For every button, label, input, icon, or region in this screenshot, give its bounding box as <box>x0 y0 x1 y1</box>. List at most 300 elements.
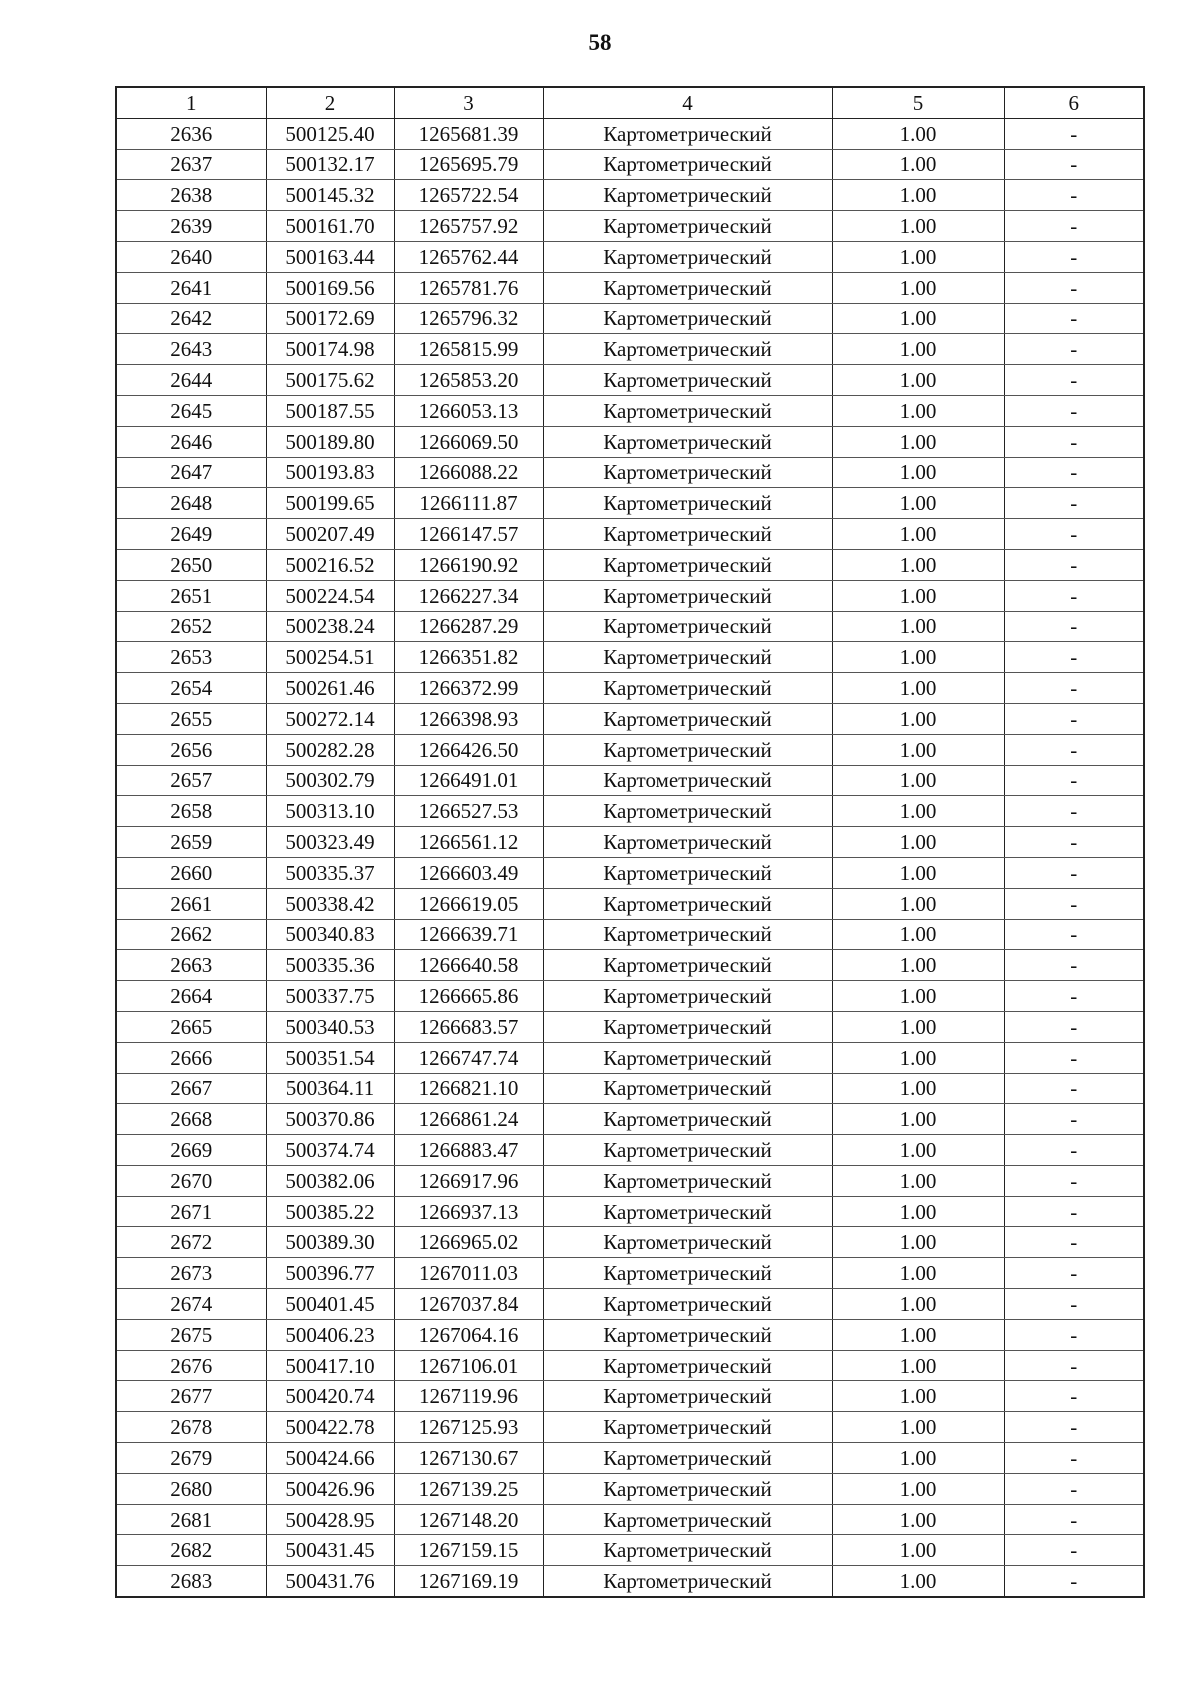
cell-accuracy: 1.00 <box>832 888 1004 919</box>
cell-note: - <box>1004 1227 1144 1258</box>
cell-x-coordinate: 500187.55 <box>266 395 394 426</box>
cell-x-coordinate: 500337.75 <box>266 981 394 1012</box>
cell-x-coordinate: 500199.65 <box>266 488 394 519</box>
cell-accuracy: 1.00 <box>832 1566 1004 1597</box>
table-row <box>116 303 1144 334</box>
cell-point-number: 2640 <box>116 241 266 272</box>
cell-note: - <box>1004 1073 1144 1104</box>
cell-x-coordinate: 500428.95 <box>266 1504 394 1535</box>
cell-x-coordinate: 500426.96 <box>266 1473 394 1504</box>
cell-note: - <box>1004 673 1144 704</box>
table-row <box>116 272 1144 303</box>
cell-note: - <box>1004 1412 1144 1443</box>
cell-method: Картометрический <box>543 426 832 457</box>
cell-y-coordinate: 1267125.93 <box>394 1412 543 1443</box>
cell-x-coordinate: 500254.51 <box>266 642 394 673</box>
table-row <box>116 457 1144 488</box>
cell-y-coordinate: 1267064.16 <box>394 1319 543 1350</box>
cell-accuracy: 1.00 <box>832 580 1004 611</box>
cell-point-number: 2671 <box>116 1196 266 1227</box>
cell-note: - <box>1004 272 1144 303</box>
cell-y-coordinate: 1267148.20 <box>394 1504 543 1535</box>
cell-method: Картометрический <box>543 457 832 488</box>
table-row <box>116 1350 1144 1381</box>
cell-accuracy: 1.00 <box>832 1350 1004 1381</box>
cell-accuracy: 1.00 <box>832 950 1004 981</box>
cell-method: Картометрический <box>543 765 832 796</box>
cell-point-number: 2654 <box>116 673 266 704</box>
cell-point-number: 2636 <box>116 118 266 149</box>
cell-note: - <box>1004 1289 1144 1320</box>
cell-y-coordinate: 1265815.99 <box>394 334 543 365</box>
cell-method: Картометрический <box>543 395 832 426</box>
cell-accuracy: 1.00 <box>832 334 1004 365</box>
cell-note: - <box>1004 1042 1144 1073</box>
table-row <box>116 1135 1144 1166</box>
cell-method: Картометрический <box>543 1073 832 1104</box>
cell-method: Картометрический <box>543 1258 832 1289</box>
cell-y-coordinate: 1266351.82 <box>394 642 543 673</box>
cell-note: - <box>1004 1473 1144 1504</box>
column-header-1: 1 <box>116 87 266 118</box>
cell-x-coordinate: 500174.98 <box>266 334 394 365</box>
coordinates-table <box>115 86 1145 1598</box>
table-row <box>116 149 1144 180</box>
cell-y-coordinate: 1266639.71 <box>394 919 543 950</box>
cell-point-number: 2668 <box>116 1104 266 1135</box>
cell-accuracy: 1.00 <box>832 1289 1004 1320</box>
cell-y-coordinate: 1265781.76 <box>394 272 543 303</box>
cell-x-coordinate: 500364.11 <box>266 1073 394 1104</box>
cell-note: - <box>1004 888 1144 919</box>
cell-accuracy: 1.00 <box>832 1196 1004 1227</box>
cell-y-coordinate: 1266821.10 <box>394 1073 543 1104</box>
cell-accuracy: 1.00 <box>832 642 1004 673</box>
cell-point-number: 2652 <box>116 611 266 642</box>
cell-point-number: 2638 <box>116 180 266 211</box>
cell-method: Картометрический <box>543 272 832 303</box>
table-row <box>116 1227 1144 1258</box>
cell-method: Картометрический <box>543 365 832 396</box>
cell-method: Картометрический <box>543 673 832 704</box>
cell-y-coordinate: 1266527.53 <box>394 796 543 827</box>
cell-accuracy: 1.00 <box>832 272 1004 303</box>
cell-point-number: 2665 <box>116 1011 266 1042</box>
table-row <box>116 334 1144 365</box>
cell-point-number: 2680 <box>116 1473 266 1504</box>
cell-note: - <box>1004 519 1144 550</box>
cell-y-coordinate: 1266053.13 <box>394 395 543 426</box>
cell-point-number: 2641 <box>116 272 266 303</box>
cell-point-number: 2655 <box>116 703 266 734</box>
cell-method: Картометрический <box>543 1104 832 1135</box>
cell-note: - <box>1004 488 1144 519</box>
cell-point-number: 2644 <box>116 365 266 396</box>
cell-note: - <box>1004 734 1144 765</box>
cell-x-coordinate: 500313.10 <box>266 796 394 827</box>
table-row <box>116 673 1144 704</box>
table-row <box>116 1196 1144 1227</box>
table-row <box>116 1443 1144 1474</box>
cell-x-coordinate: 500125.40 <box>266 118 394 149</box>
cell-x-coordinate: 500338.42 <box>266 888 394 919</box>
table-header-row <box>116 87 1144 118</box>
table-row <box>116 549 1144 580</box>
cell-y-coordinate: 1266398.93 <box>394 703 543 734</box>
cell-x-coordinate: 500163.44 <box>266 241 394 272</box>
cell-point-number: 2650 <box>116 549 266 580</box>
cell-note: - <box>1004 549 1144 580</box>
cell-note: - <box>1004 1135 1144 1166</box>
cell-x-coordinate: 500382.06 <box>266 1165 394 1196</box>
cell-method: Картометрический <box>543 919 832 950</box>
table-row <box>116 580 1144 611</box>
cell-y-coordinate: 1266883.47 <box>394 1135 543 1166</box>
table-row <box>116 1381 1144 1412</box>
cell-x-coordinate: 500207.49 <box>266 519 394 550</box>
cell-note: - <box>1004 426 1144 457</box>
cell-method: Картометрический <box>543 1289 832 1320</box>
cell-x-coordinate: 500238.24 <box>266 611 394 642</box>
cell-x-coordinate: 500431.45 <box>266 1535 394 1566</box>
cell-method: Картометрический <box>543 519 832 550</box>
cell-x-coordinate: 500282.28 <box>266 734 394 765</box>
table-row <box>116 919 1144 950</box>
cell-note: - <box>1004 1566 1144 1597</box>
table-row <box>116 1289 1144 1320</box>
cell-method: Картометрический <box>543 1381 832 1412</box>
cell-point-number: 2683 <box>116 1566 266 1597</box>
cell-y-coordinate: 1267130.67 <box>394 1443 543 1474</box>
column-header-5: 5 <box>832 87 1004 118</box>
cell-method: Картометрический <box>543 1196 832 1227</box>
cell-y-coordinate: 1265796.32 <box>394 303 543 334</box>
cell-accuracy: 1.00 <box>832 1042 1004 1073</box>
cell-note: - <box>1004 1319 1144 1350</box>
cell-accuracy: 1.00 <box>832 673 1004 704</box>
cell-accuracy: 1.00 <box>832 488 1004 519</box>
cell-note: - <box>1004 857 1144 888</box>
cell-note: - <box>1004 611 1144 642</box>
cell-method: Картометрический <box>543 734 832 765</box>
cell-accuracy: 1.00 <box>832 211 1004 242</box>
cell-y-coordinate: 1266190.92 <box>394 549 543 580</box>
table-row <box>116 888 1144 919</box>
table-row <box>116 1042 1144 1073</box>
cell-y-coordinate: 1266561.12 <box>394 827 543 858</box>
cell-point-number: 2676 <box>116 1350 266 1381</box>
cell-accuracy: 1.00 <box>832 703 1004 734</box>
cell-x-coordinate: 500401.45 <box>266 1289 394 1320</box>
cell-note: - <box>1004 827 1144 858</box>
cell-y-coordinate: 1265757.92 <box>394 211 543 242</box>
cell-y-coordinate: 1266683.57 <box>394 1011 543 1042</box>
cell-x-coordinate: 500340.83 <box>266 919 394 950</box>
table-row <box>116 765 1144 796</box>
cell-accuracy: 1.00 <box>832 734 1004 765</box>
table-body <box>116 118 1144 1597</box>
cell-x-coordinate: 500406.23 <box>266 1319 394 1350</box>
cell-method: Картометрический <box>543 1535 832 1566</box>
column-header-4: 4 <box>543 87 832 118</box>
cell-accuracy: 1.00 <box>832 549 1004 580</box>
cell-method: Картометрический <box>543 1042 832 1073</box>
cell-x-coordinate: 500172.69 <box>266 303 394 334</box>
cell-y-coordinate: 1266111.87 <box>394 488 543 519</box>
cell-point-number: 2669 <box>116 1135 266 1166</box>
cell-y-coordinate: 1266372.99 <box>394 673 543 704</box>
cell-point-number: 2646 <box>116 426 266 457</box>
cell-x-coordinate: 500370.86 <box>266 1104 394 1135</box>
table-row <box>116 426 1144 457</box>
table-row <box>116 519 1144 550</box>
cell-point-number: 2666 <box>116 1042 266 1073</box>
cell-point-number: 2645 <box>116 395 266 426</box>
cell-x-coordinate: 500340.53 <box>266 1011 394 1042</box>
cell-note: - <box>1004 1011 1144 1042</box>
cell-point-number: 2642 <box>116 303 266 334</box>
cell-accuracy: 1.00 <box>832 1104 1004 1135</box>
cell-method: Картометрический <box>543 1227 832 1258</box>
cell-point-number: 2682 <box>116 1535 266 1566</box>
cell-x-coordinate: 500302.79 <box>266 765 394 796</box>
cell-note: - <box>1004 796 1144 827</box>
page-number: 58 <box>588 30 612 55</box>
cell-point-number: 2660 <box>116 857 266 888</box>
cell-note: - <box>1004 365 1144 396</box>
cell-y-coordinate: 1265695.79 <box>394 149 543 180</box>
cell-accuracy: 1.00 <box>832 796 1004 827</box>
cell-point-number: 2663 <box>116 950 266 981</box>
cell-note: - <box>1004 180 1144 211</box>
cell-y-coordinate: 1266227.34 <box>394 580 543 611</box>
cell-accuracy: 1.00 <box>832 1227 1004 1258</box>
cell-x-coordinate: 500132.17 <box>266 149 394 180</box>
cell-note: - <box>1004 1196 1144 1227</box>
cell-accuracy: 1.00 <box>832 1504 1004 1535</box>
cell-x-coordinate: 500323.49 <box>266 827 394 858</box>
table-row <box>116 796 1144 827</box>
cell-method: Картометрический <box>543 241 832 272</box>
cell-note: - <box>1004 1535 1144 1566</box>
cell-point-number: 2681 <box>116 1504 266 1535</box>
cell-accuracy: 1.00 <box>832 1381 1004 1412</box>
column-header-3: 3 <box>394 87 543 118</box>
cell-x-coordinate: 500261.46 <box>266 673 394 704</box>
cell-accuracy: 1.00 <box>832 1473 1004 1504</box>
cell-method: Картометрический <box>543 1443 832 1474</box>
cell-x-coordinate: 500272.14 <box>266 703 394 734</box>
cell-y-coordinate: 1266088.22 <box>394 457 543 488</box>
cell-method: Картометрический <box>543 642 832 673</box>
cell-note: - <box>1004 211 1144 242</box>
cell-x-coordinate: 500193.83 <box>266 457 394 488</box>
cell-point-number: 2673 <box>116 1258 266 1289</box>
cell-accuracy: 1.00 <box>832 981 1004 1012</box>
cell-method: Картометрический <box>543 703 832 734</box>
column-header-6: 6 <box>1004 87 1144 118</box>
cell-x-coordinate: 500351.54 <box>266 1042 394 1073</box>
cell-point-number: 2637 <box>116 149 266 180</box>
cell-point-number: 2639 <box>116 211 266 242</box>
table-row <box>116 1504 1144 1535</box>
cell-note: - <box>1004 457 1144 488</box>
cell-method: Картометрический <box>543 1473 832 1504</box>
cell-y-coordinate: 1265722.54 <box>394 180 543 211</box>
cell-point-number: 2678 <box>116 1412 266 1443</box>
table-row <box>116 1104 1144 1135</box>
cell-note: - <box>1004 642 1144 673</box>
table-row <box>116 1412 1144 1443</box>
cell-point-number: 2670 <box>116 1165 266 1196</box>
cell-accuracy: 1.00 <box>832 765 1004 796</box>
cell-point-number: 2667 <box>116 1073 266 1104</box>
table-row <box>116 857 1144 888</box>
cell-y-coordinate: 1267011.03 <box>394 1258 543 1289</box>
cell-x-coordinate: 500169.56 <box>266 272 394 303</box>
cell-y-coordinate: 1265681.39 <box>394 118 543 149</box>
cell-method: Картометрический <box>543 888 832 919</box>
cell-method: Картометрический <box>543 611 832 642</box>
cell-point-number: 2643 <box>116 334 266 365</box>
cell-accuracy: 1.00 <box>832 611 1004 642</box>
table-row <box>116 395 1144 426</box>
cell-point-number: 2675 <box>116 1319 266 1350</box>
cell-y-coordinate: 1266603.49 <box>394 857 543 888</box>
cell-accuracy: 1.00 <box>832 1258 1004 1289</box>
column-header-2: 2 <box>266 87 394 118</box>
cell-accuracy: 1.00 <box>832 1443 1004 1474</box>
cell-method: Картометрический <box>543 180 832 211</box>
cell-x-coordinate: 500431.76 <box>266 1566 394 1597</box>
cell-point-number: 2649 <box>116 519 266 550</box>
cell-method: Картометрический <box>543 1011 832 1042</box>
cell-note: - <box>1004 1104 1144 1135</box>
cell-method: Картометрический <box>543 1566 832 1597</box>
cell-x-coordinate: 500175.62 <box>266 365 394 396</box>
cell-y-coordinate: 1266287.29 <box>394 611 543 642</box>
cell-point-number: 2658 <box>116 796 266 827</box>
cell-accuracy: 1.00 <box>832 857 1004 888</box>
cell-note: - <box>1004 919 1144 950</box>
cell-method: Картометрический <box>543 796 832 827</box>
cell-note: - <box>1004 149 1144 180</box>
cell-method: Картометрический <box>543 149 832 180</box>
cell-accuracy: 1.00 <box>832 426 1004 457</box>
cell-point-number: 2653 <box>116 642 266 673</box>
cell-x-coordinate: 500385.22 <box>266 1196 394 1227</box>
cell-accuracy: 1.00 <box>832 457 1004 488</box>
table-row <box>116 1566 1144 1597</box>
cell-note: - <box>1004 580 1144 611</box>
table-row <box>116 1011 1144 1042</box>
cell-accuracy: 1.00 <box>832 1412 1004 1443</box>
table-row <box>116 642 1144 673</box>
cell-point-number: 2674 <box>116 1289 266 1320</box>
table-row <box>116 211 1144 242</box>
cell-x-coordinate: 500396.77 <box>266 1258 394 1289</box>
cell-method: Картометрический <box>543 118 832 149</box>
table-row <box>116 1073 1144 1104</box>
cell-y-coordinate: 1266640.58 <box>394 950 543 981</box>
cell-accuracy: 1.00 <box>832 827 1004 858</box>
cell-note: - <box>1004 981 1144 1012</box>
cell-note: - <box>1004 1258 1144 1289</box>
table-row <box>116 1319 1144 1350</box>
cell-note: - <box>1004 765 1144 796</box>
table-row <box>116 488 1144 519</box>
cell-method: Картометрический <box>543 857 832 888</box>
cell-method: Картометрический <box>543 303 832 334</box>
cell-x-coordinate: 500389.30 <box>266 1227 394 1258</box>
cell-y-coordinate: 1266965.02 <box>394 1227 543 1258</box>
cell-y-coordinate: 1267106.01 <box>394 1350 543 1381</box>
cell-method: Картометрический <box>543 1135 832 1166</box>
table-row <box>116 611 1144 642</box>
cell-accuracy: 1.00 <box>832 241 1004 272</box>
cell-x-coordinate: 500424.66 <box>266 1443 394 1474</box>
cell-note: - <box>1004 950 1144 981</box>
cell-y-coordinate: 1266426.50 <box>394 734 543 765</box>
cell-x-coordinate: 500161.70 <box>266 211 394 242</box>
cell-point-number: 2677 <box>116 1381 266 1412</box>
cell-point-number: 2679 <box>116 1443 266 1474</box>
cell-y-coordinate: 1267037.84 <box>394 1289 543 1320</box>
cell-point-number: 2661 <box>116 888 266 919</box>
cell-y-coordinate: 1267169.19 <box>394 1566 543 1597</box>
cell-method: Картометрический <box>543 1350 832 1381</box>
cell-method: Картометрический <box>543 950 832 981</box>
cell-note: - <box>1004 1350 1144 1381</box>
table-row <box>116 118 1144 149</box>
cell-point-number: 2648 <box>116 488 266 519</box>
cell-accuracy: 1.00 <box>832 1535 1004 1566</box>
cell-y-coordinate: 1266069.50 <box>394 426 543 457</box>
cell-accuracy: 1.00 <box>832 395 1004 426</box>
cell-y-coordinate: 1266147.57 <box>394 519 543 550</box>
table-row <box>116 365 1144 396</box>
cell-x-coordinate: 500145.32 <box>266 180 394 211</box>
table-row <box>116 1473 1144 1504</box>
cell-note: - <box>1004 1381 1144 1412</box>
table-row <box>116 734 1144 765</box>
cell-y-coordinate: 1265762.44 <box>394 241 543 272</box>
cell-point-number: 2672 <box>116 1227 266 1258</box>
cell-accuracy: 1.00 <box>832 919 1004 950</box>
cell-point-number: 2662 <box>116 919 266 950</box>
cell-x-coordinate: 500420.74 <box>266 1381 394 1412</box>
table-row <box>116 827 1144 858</box>
cell-accuracy: 1.00 <box>832 1319 1004 1350</box>
cell-accuracy: 1.00 <box>832 365 1004 396</box>
cell-point-number: 2656 <box>116 734 266 765</box>
cell-x-coordinate: 500417.10 <box>266 1350 394 1381</box>
cell-method: Картометрический <box>543 549 832 580</box>
cell-y-coordinate: 1266491.01 <box>394 765 543 796</box>
cell-method: Картометрический <box>543 981 832 1012</box>
cell-point-number: 2657 <box>116 765 266 796</box>
table-row <box>116 1535 1144 1566</box>
cell-accuracy: 1.00 <box>832 1165 1004 1196</box>
cell-note: - <box>1004 395 1144 426</box>
cell-point-number: 2647 <box>116 457 266 488</box>
cell-y-coordinate: 1266861.24 <box>394 1104 543 1135</box>
cell-accuracy: 1.00 <box>832 303 1004 334</box>
cell-method: Картометрический <box>543 1412 832 1443</box>
cell-accuracy: 1.00 <box>832 519 1004 550</box>
cell-x-coordinate: 500216.52 <box>266 549 394 580</box>
table-row <box>116 981 1144 1012</box>
